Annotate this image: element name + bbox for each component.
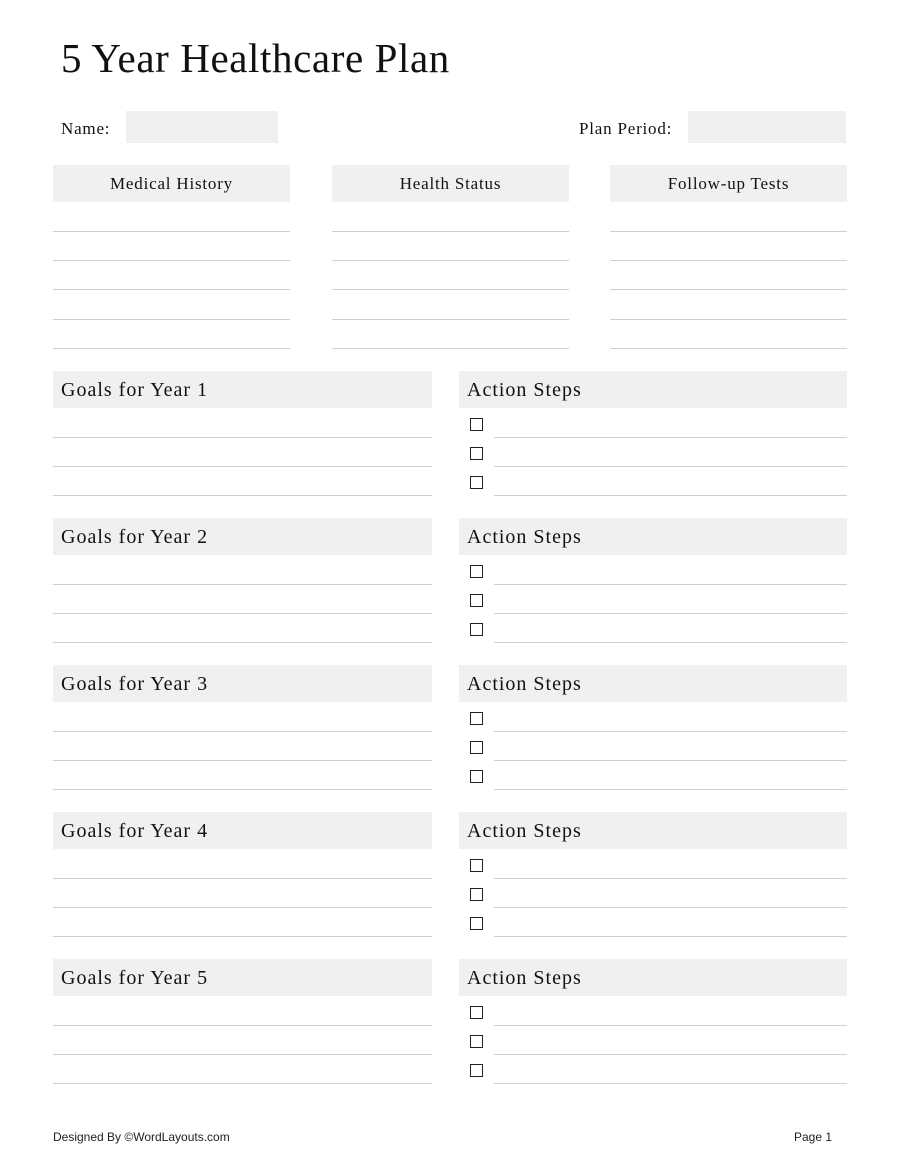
plan-period-field[interactable] xyxy=(688,111,846,143)
write-line[interactable] xyxy=(332,319,569,320)
goal-line[interactable] xyxy=(53,760,432,761)
goal-line[interactable] xyxy=(53,878,432,879)
action-step-checkbox[interactable] xyxy=(470,770,483,783)
action-step-checkbox[interactable] xyxy=(470,447,483,460)
action-step-line[interactable] xyxy=(494,466,847,467)
action-step-checkbox[interactable] xyxy=(470,594,483,607)
write-line[interactable] xyxy=(610,319,847,320)
goals-header-year-2: Goals for Year 2 xyxy=(53,518,432,555)
action-step-checkbox[interactable] xyxy=(470,888,483,901)
goal-line[interactable] xyxy=(53,1083,432,1084)
write-line[interactable] xyxy=(610,231,847,232)
footer-credit: Designed By ©WordLayouts.com xyxy=(53,1130,230,1144)
goals-header-year-1: Goals for Year 1 xyxy=(53,371,432,408)
write-line[interactable] xyxy=(610,348,847,349)
goals-header-year-4: Goals for Year 4 xyxy=(53,812,432,849)
name-field[interactable] xyxy=(126,111,278,143)
goal-line[interactable] xyxy=(53,584,432,585)
write-line[interactable] xyxy=(332,289,569,290)
action-step-checkbox[interactable] xyxy=(470,917,483,930)
action-step-line[interactable] xyxy=(494,613,847,614)
write-line[interactable] xyxy=(332,231,569,232)
action-step-checkbox[interactable] xyxy=(470,623,483,636)
goal-line[interactable] xyxy=(53,907,432,908)
goal-line[interactable] xyxy=(53,731,432,732)
action-step-checkbox[interactable] xyxy=(470,741,483,754)
action-step-line[interactable] xyxy=(494,495,847,496)
action-steps-header-year-5: Action Steps xyxy=(459,959,847,996)
goal-line[interactable] xyxy=(53,495,432,496)
action-step-line[interactable] xyxy=(494,1054,847,1055)
action-step-checkbox[interactable] xyxy=(470,1006,483,1019)
action-step-checkbox[interactable] xyxy=(470,476,483,489)
action-steps-header-year-3: Action Steps xyxy=(459,665,847,702)
goals-header-year-3: Goals for Year 3 xyxy=(53,665,432,702)
action-step-line[interactable] xyxy=(494,1025,847,1026)
plan-period-label: Plan Period: xyxy=(579,119,673,138)
action-steps-header-year-2: Action Steps xyxy=(459,518,847,555)
action-steps-header-year-1: Action Steps xyxy=(459,371,847,408)
action-step-checkbox[interactable] xyxy=(470,1064,483,1077)
goals-header-year-5: Goals for Year 5 xyxy=(53,959,432,996)
action-step-line[interactable] xyxy=(494,936,847,937)
write-line[interactable] xyxy=(53,348,290,349)
action-step-line[interactable] xyxy=(494,731,847,732)
write-line[interactable] xyxy=(53,289,290,290)
action-step-checkbox[interactable] xyxy=(470,418,483,431)
write-line[interactable] xyxy=(610,289,847,290)
column-header-follow-up-tests: Follow-up Tests xyxy=(610,165,847,202)
action-step-checkbox[interactable] xyxy=(470,1035,483,1048)
goal-line[interactable] xyxy=(53,1025,432,1026)
write-line[interactable] xyxy=(53,319,290,320)
action-step-line[interactable] xyxy=(494,907,847,908)
name-label: Name: xyxy=(61,119,111,138)
write-line[interactable] xyxy=(332,260,569,261)
write-line[interactable] xyxy=(610,260,847,261)
goal-line[interactable] xyxy=(53,1054,432,1055)
goal-line[interactable] xyxy=(53,466,432,467)
action-steps-header-year-4: Action Steps xyxy=(459,812,847,849)
goal-line[interactable] xyxy=(53,437,432,438)
goal-line[interactable] xyxy=(53,613,432,614)
goal-line[interactable] xyxy=(53,936,432,937)
action-step-line[interactable] xyxy=(494,760,847,761)
action-step-line[interactable] xyxy=(494,584,847,585)
action-step-checkbox[interactable] xyxy=(470,712,483,725)
column-header-medical-history: Medical History xyxy=(53,165,290,202)
action-step-line[interactable] xyxy=(494,789,847,790)
action-step-checkbox[interactable] xyxy=(470,565,483,578)
page-number: Page 1 xyxy=(794,1130,833,1144)
action-step-line[interactable] xyxy=(494,878,847,879)
action-step-line[interactable] xyxy=(494,437,847,438)
write-line[interactable] xyxy=(53,260,290,261)
action-step-line[interactable] xyxy=(494,1083,847,1084)
page-title: 5 Year Healthcare Plan xyxy=(61,35,450,81)
goal-line[interactable] xyxy=(53,789,432,790)
action-step-checkbox[interactable] xyxy=(470,859,483,872)
write-line[interactable] xyxy=(332,348,569,349)
write-line[interactable] xyxy=(53,231,290,232)
column-header-health-status: Health Status xyxy=(332,165,569,202)
action-step-line[interactable] xyxy=(494,642,847,643)
goal-line[interactable] xyxy=(53,642,432,643)
